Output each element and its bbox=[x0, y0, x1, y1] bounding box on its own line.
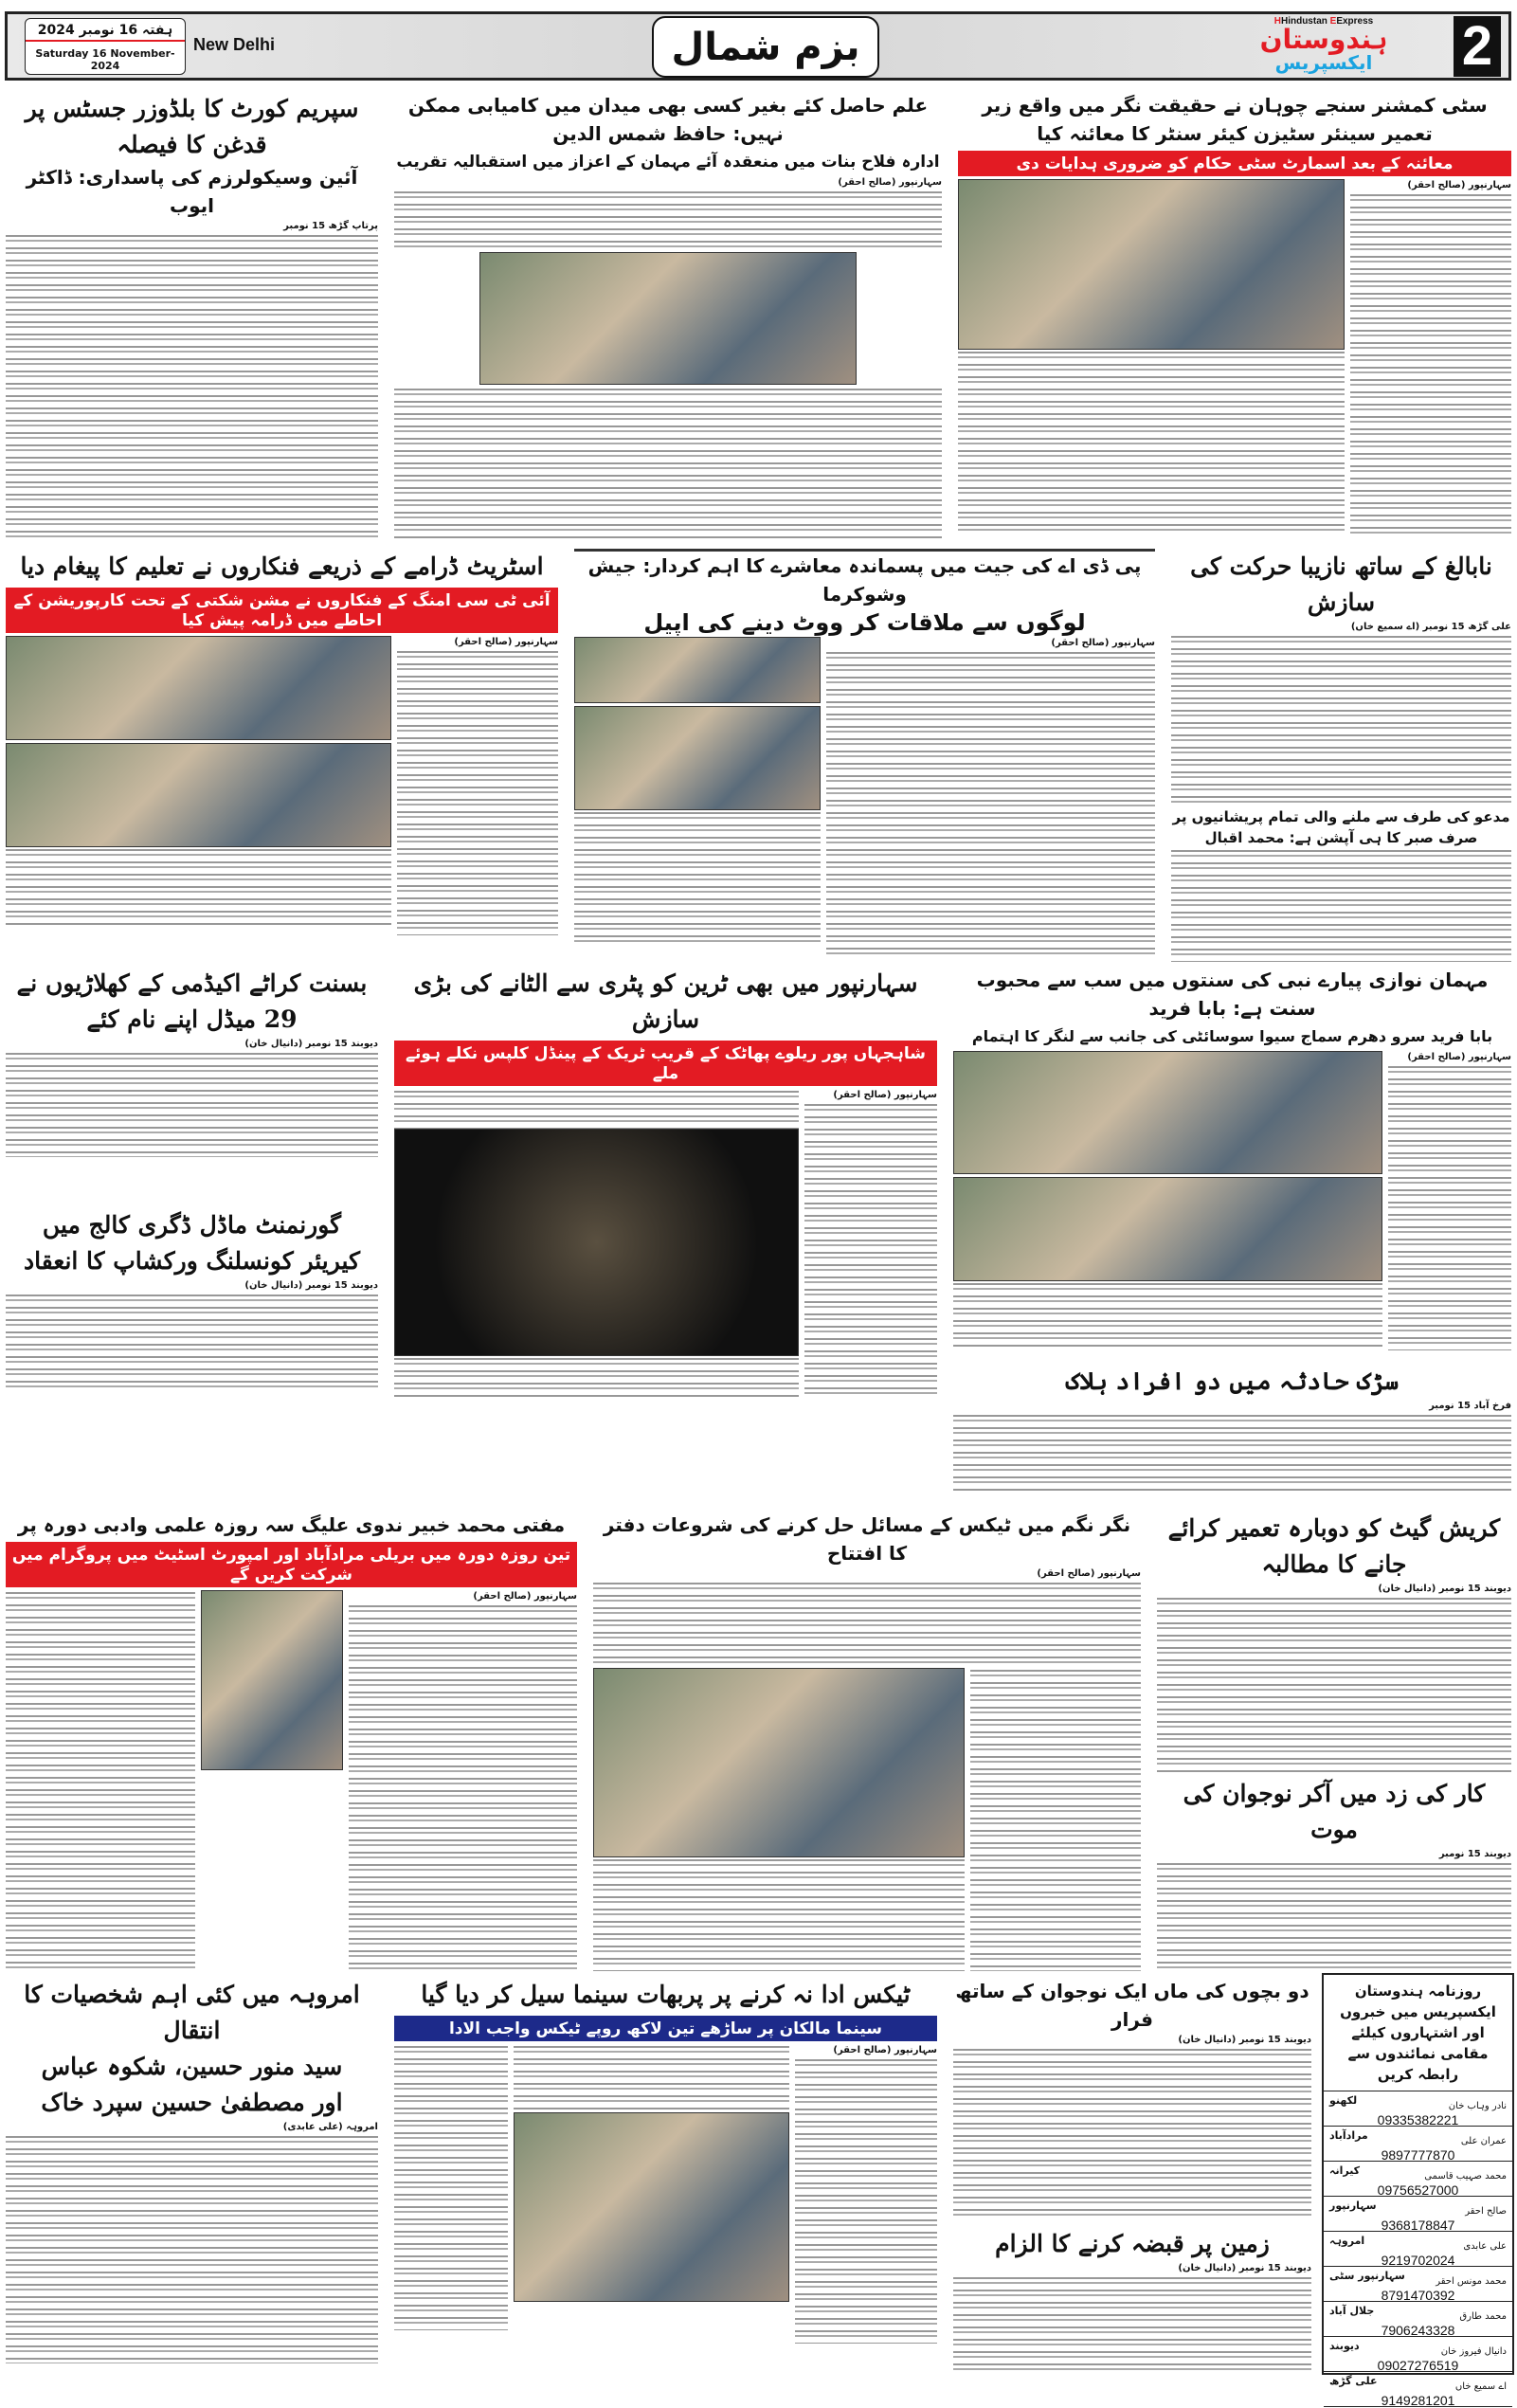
article-photo bbox=[479, 252, 857, 385]
headline: کریش گیٹ کو دوبارہ تعمیر کرائے جانے کا مطالبہ bbox=[1167, 1514, 1501, 1578]
headline: اسٹریٹ ڈرامے کے ذریعے فنکاروں نے تعلیم کا پیغام دیا bbox=[20, 552, 544, 580]
contact-name: محمد طارق bbox=[1459, 2311, 1507, 2322]
headline: علم حاصل کئے بغیر کسی بھی میدان میں کامیابی ممکن نہیں: حافظ شمس الدین bbox=[407, 94, 929, 145]
contact-phone: 09756527000 bbox=[1377, 2182, 1459, 2198]
contact-city: دیوبند bbox=[1329, 2340, 1360, 2352]
subheadline: لوگوں سے ملاقات کر ووٹ دینے کی اپیل bbox=[643, 609, 1086, 636]
article-smart-city: سٹی کمشنر سنجے چوہان نے حقیقت نگر میں واقع زیر تعمیر سینئر سٹیزن کیئر سنٹر کا معائنہ کیا معائنہ کے بعد اسمارٹ سٹی حکام کو ضروری ہدایات دی سہارنپور (صالح احقر) bbox=[952, 87, 1517, 540]
headline: سٹی کمشنر سنجے چوہان نے حقیقت نگر میں واقع زیر تعمیر سینئر سٹیزن کیئر سنٹر کا معائنہ کیا bbox=[982, 94, 1488, 145]
article-mufti: مفتی محمد خبیر ندوی علیگ سہ روزہ علمی وادبی دورہ پر تین روزہ دورہ میں بریلی مرادآباد اور امپورٹ اسٹیٹ میں پروگرام میں شرکت کریں گے سہارنپور (صالح احقر) bbox=[0, 1507, 583, 1971]
date-box bbox=[25, 18, 186, 75]
banner: تین روزہ دورہ میں بریلی مرادآباد اور امپورٹ اسٹیٹ میں پروگرام میں شرکت کریں گے bbox=[6, 1542, 577, 1587]
contact-name: نادر وہاب خان bbox=[1448, 2101, 1507, 2111]
contact-entry bbox=[1324, 2162, 1512, 2197]
contact-box-title: روزنامہ ہندوستان ایکسپریس میں خبروں اور اشتہاروں کیلئے مقامی نمائندوں سے رابطہ کریں bbox=[1324, 1975, 1512, 2091]
date-english: Saturday 16 November-2024 bbox=[35, 47, 175, 72]
article-street-drama: اسٹریٹ ڈرامے کے ذریعے فنکاروں نے تعلیم کا پیغام دیا آئی ٹی سی امنگ کے فنکاروں نے مشن شکتی کے تحت کارپوریشن کے احاطے میں ڈرامہ پیش کیا سہارنپور (صالح احقر) bbox=[0, 545, 564, 962]
contact-city: لکھنو bbox=[1329, 2094, 1358, 2107]
headline: سڑک حادثہ میں دو افراد ہلاک bbox=[1065, 1367, 1400, 1395]
contact-phone: 9149281201 bbox=[1381, 2393, 1455, 2408]
headline: نگر نگم میں ٹیکس کے مسائل حل کرنے کی شروعات دفتر کا افتتاح bbox=[603, 1513, 1131, 1565]
contact-entry bbox=[1324, 2091, 1512, 2127]
headline: زمین پر قبضہ کرنے کا الزام bbox=[995, 2230, 1270, 2257]
headline: کار کی زد میں آکر نوجوان کی موت bbox=[1183, 1780, 1486, 1843]
banner: سینما مالکان پر ساڑھے تین لاکھ روپے ٹیکس واجب الادا bbox=[394, 2016, 937, 2041]
contact-name: محمد مونس احقر bbox=[1436, 2276, 1507, 2287]
contact-phone: 09335382221 bbox=[1377, 2112, 1459, 2127]
banner: شاہجہاں پور ریلوے پھاٹک کے قریب ٹریک کے پینڈل کلپس نکلے ہوئے ملے bbox=[394, 1041, 937, 1086]
contact-city: علی گڑھ bbox=[1329, 2375, 1378, 2387]
subheadline: سید منور حسین، شکوہ عباس bbox=[41, 2053, 343, 2080]
masthead bbox=[5, 11, 1511, 81]
headline: گورنمنٹ ماڈل ڈگری کالج میں bbox=[42, 1211, 342, 1239]
article-supreme-court: سپریم کورٹ کا بلڈوزر جسٹس پر قدغن کا فیصلہ آئین وسیکولرزم کی پاسداری: ڈاکٹر ایوب پرتاپ گڑھ 15 نومبر bbox=[0, 87, 384, 540]
contact-name: دانیال فیروز خان bbox=[1440, 2346, 1507, 2357]
article-ilm: علم حاصل کئے بغیر کسی بھی میدان میں کامیابی ممکن نہیں: حافظ شمس الدین ادارہ فلاح بنات میں منعقدہ آئے مہمان کے اعزاز میں استقبالیہ تقریب سہارنپور (صالح احقر) bbox=[388, 87, 948, 540]
contact-phone: 9368178847 bbox=[1381, 2218, 1455, 2233]
edition-city: New Delhi bbox=[193, 35, 276, 54]
article-sadak: سڑک حادثہ میں دو افراد ہلاک فرخ آباد 15 نومبر bbox=[948, 1360, 1517, 1502]
headline: امروہہ میں کئی اہم شخصیات کا انتقال bbox=[24, 1981, 360, 2044]
contact-entry bbox=[1324, 2337, 1512, 2372]
contact-phone: 9897777870 bbox=[1381, 2147, 1455, 2163]
subheadline: کیریئر کونسلنگ ورکشاپ کا انعقاد bbox=[23, 1247, 360, 1275]
article-nabaligh: نابالغ کے ساتھ نازیبا حرکت کی سازش علی گڑھ 15 نومبر (اے سمیع خاں) مدعو کی طرف سے ملنے والی تمام پریشانیوں پر صرف صبر کا ہی آپشن ہے: محمد اقبال bbox=[1165, 545, 1517, 962]
portrait-photo bbox=[201, 1590, 343, 1770]
article-car: کار کی زد میں آکر نوجوان کی موت دیوبند 15 نومبر bbox=[1151, 1772, 1517, 1971]
contact-city: سہارنپور سٹی bbox=[1329, 2270, 1405, 2282]
headline: پی ڈی اے کی جیت میں پسماندہ معاشرے کا اہم کردار: جیش وشوکرما bbox=[587, 554, 1142, 606]
contact-name: علی عابدی bbox=[1463, 2241, 1507, 2252]
contact-phone: 09027276519 bbox=[1377, 2358, 1459, 2373]
contact-phone: 9219702024 bbox=[1381, 2253, 1455, 2268]
headline: مفتی محمد خبیر ندوی علیگ سہ روزہ علمی وادبی دورہ پر bbox=[17, 1513, 566, 1536]
headline: ٹیکس ادا نہ کرنے پر پربھات سینما سیل کر دیا گیا bbox=[421, 1981, 911, 2008]
contact-city: مرادآباد bbox=[1329, 2129, 1368, 2142]
subheadline: بابا فرید سرو دھرم سماج سیوا سوسائٹی کی جانب سے لنگر کا اہتمام bbox=[971, 1027, 1493, 1045]
subheadline: ادارہ فلاح بنات میں منعقدہ آئے مہمان کے اعزاز میں استقبالیہ تقریب bbox=[396, 153, 940, 172]
banner: معائنہ کے بعد اسمارٹ سٹی حکام کو ضروری ہدایات دی bbox=[958, 151, 1511, 176]
contact-city: امروہہ bbox=[1329, 2235, 1365, 2247]
headline: سپریم کورٹ کا بلڈوزر جسٹس پر قدغن کا فیصلہ bbox=[25, 95, 359, 158]
page-number: 2 bbox=[1454, 16, 1501, 77]
contact-city: کیرانہ bbox=[1329, 2164, 1361, 2177]
article-photo bbox=[514, 2112, 789, 2302]
contact-name: اے سمیع خاں bbox=[1454, 2381, 1507, 2392]
article-crash-gate: کریش گیٹ کو دوبارہ تعمیر کرائے جانے کا مطالبہ دیوبند 15 نومبر (دانیال خان) bbox=[1151, 1507, 1517, 1772]
article-zameen: زمین پر قبضہ کرنے کا الزام دیوبند 15 نومبر (دانیال خان) bbox=[948, 2222, 1317, 2374]
subheadline-2: اور مصطفیٰ حسین سپرد خاک bbox=[41, 2089, 343, 2116]
headline: بسنت کراٹے اکیڈمی کے کھلاڑیوں نے 29 میڈل اپنے نام کئے bbox=[16, 969, 368, 1033]
contact-name: صالح احقر bbox=[1465, 2206, 1507, 2217]
article-cinema: ٹیکس ادا نہ کرنے پر پربھات سینما سیل کر دیا گیا سینما مالکان پر ساڑھے تین لاکھ روپے ٹیکس واجب الادا سہارنپور (صالح احقر) bbox=[388, 1973, 943, 2375]
contact-box bbox=[1322, 1973, 1514, 2408]
article-mehman: مہمان نوازی پیارے نبی کی سنتوں میں سب سے محبوب سنت ہے: بابا فرید بابا فرید سرو دھرم سماج سیوا سوسائٹی کی جانب سے لنگر کا اہتمام سہارنپور (صالح احقر) bbox=[948, 962, 1517, 1360]
article-model-college: گورنمنٹ ماڈل ڈگری کالج میں کیریئر کونسلنگ ورکشاپ کا انعقاد دیوبند 15 نومبر (دانیال خان) bbox=[0, 1204, 384, 1403]
contact-entry bbox=[1324, 2197, 1512, 2232]
article-pda: پی ڈی اے کی جیت میں پسماندہ معاشرے کا اہم کردار: جیش وشوکرما لوگوں سے ملاقات کر ووٹ دینے کی اپیل سہارنپور (صالح احقر) bbox=[569, 545, 1161, 962]
article-photo bbox=[958, 179, 1345, 350]
contact-entry bbox=[1324, 2232, 1512, 2267]
contact-phone: 8791470392 bbox=[1381, 2288, 1455, 2303]
contact-city: سہارنپور bbox=[1329, 2200, 1377, 2212]
contact-name: عمران علی bbox=[1460, 2136, 1507, 2146]
banner: آئی ٹی سی امنگ کے فنکاروں نے مشن شکتی کے تحت کارپوریشن کے احاطے میں ڈرامہ پیش کیا bbox=[6, 588, 558, 633]
contact-entry bbox=[1324, 2267, 1512, 2302]
contact-name: محمد صہیب قاسمی bbox=[1424, 2171, 1507, 2182]
article-photo bbox=[394, 1129, 799, 1356]
article-amroha: امروہہ میں کئی اہم شخصیات کا انتقال سید منور حسین، شکوہ عباس اور مصطفیٰ حسین سپرد خاک امروہہ (علی عابدی) bbox=[0, 1973, 384, 2375]
article-do-bachon: دو بچوں کی ماں ایک نوجوان کے ساتھ فرار دیوبند 15 نومبر (دانیال خان) bbox=[948, 1973, 1317, 2219]
date-urdu: ہفتہ 16 نومبر 2024 bbox=[26, 19, 185, 42]
headline: دو بچوں کی ماں ایک نوجوان کے ساتھ فرار bbox=[955, 1980, 1309, 2031]
subheadline: آئین وسیکولرزم کی پاسداری: ڈاکٹر ایوب bbox=[26, 166, 358, 217]
article-nagar-nigam: نگر نگم میں ٹیکس کے مسائل حل کرنے کی شروعات دفتر کا افتتاح سہارنپور (صالح احقر) bbox=[587, 1507, 1147, 1971]
article-train: سہارنپور میں بھی ٹرین کو پٹری سے الٹانے کی بڑی سازش شاہجہاں پور ریلوے پھاٹک کے قریب ٹریک کے پینڈل کلپس نکلے ہوئے ملے سہارنپور (صالح احقر) bbox=[388, 962, 943, 1398]
newspaper-logo: HHindustan EExpress ہندوستان ایکسپریس bbox=[1259, 16, 1388, 74]
contact-phone: 7906243328 bbox=[1381, 2323, 1455, 2338]
section-title: بزم شمال bbox=[652, 16, 879, 78]
contact-entry bbox=[1324, 2127, 1512, 2162]
subheadline: مدعو کی طرف سے ملنے والی تمام پریشانیوں پر صرف صبر کا ہی آپشن ہے: محمد اقبال bbox=[1172, 808, 1510, 846]
headline: نابالغ کے ساتھ نازیبا حرکت کی سازش bbox=[1190, 552, 1492, 616]
contact-city: جلال آباد bbox=[1329, 2305, 1375, 2317]
article-photo bbox=[593, 1668, 965, 1857]
headline: مہمان نوازی پیارے نبی کی سنتوں میں سب سے محبوب سنت ہے: بابا فرید bbox=[976, 969, 1489, 1020]
contact-entry bbox=[1324, 2302, 1512, 2337]
headline: سہارنپور میں بھی ٹرین کو پٹری سے الٹانے کی بڑی سازش bbox=[413, 969, 918, 1033]
article-karate: بسنت کراٹے اکیڈمی کے کھلاڑیوں نے 29 میڈل اپنے نام کئے دیوبند 15 نومبر (دانیال خان) bbox=[0, 962, 384, 1199]
